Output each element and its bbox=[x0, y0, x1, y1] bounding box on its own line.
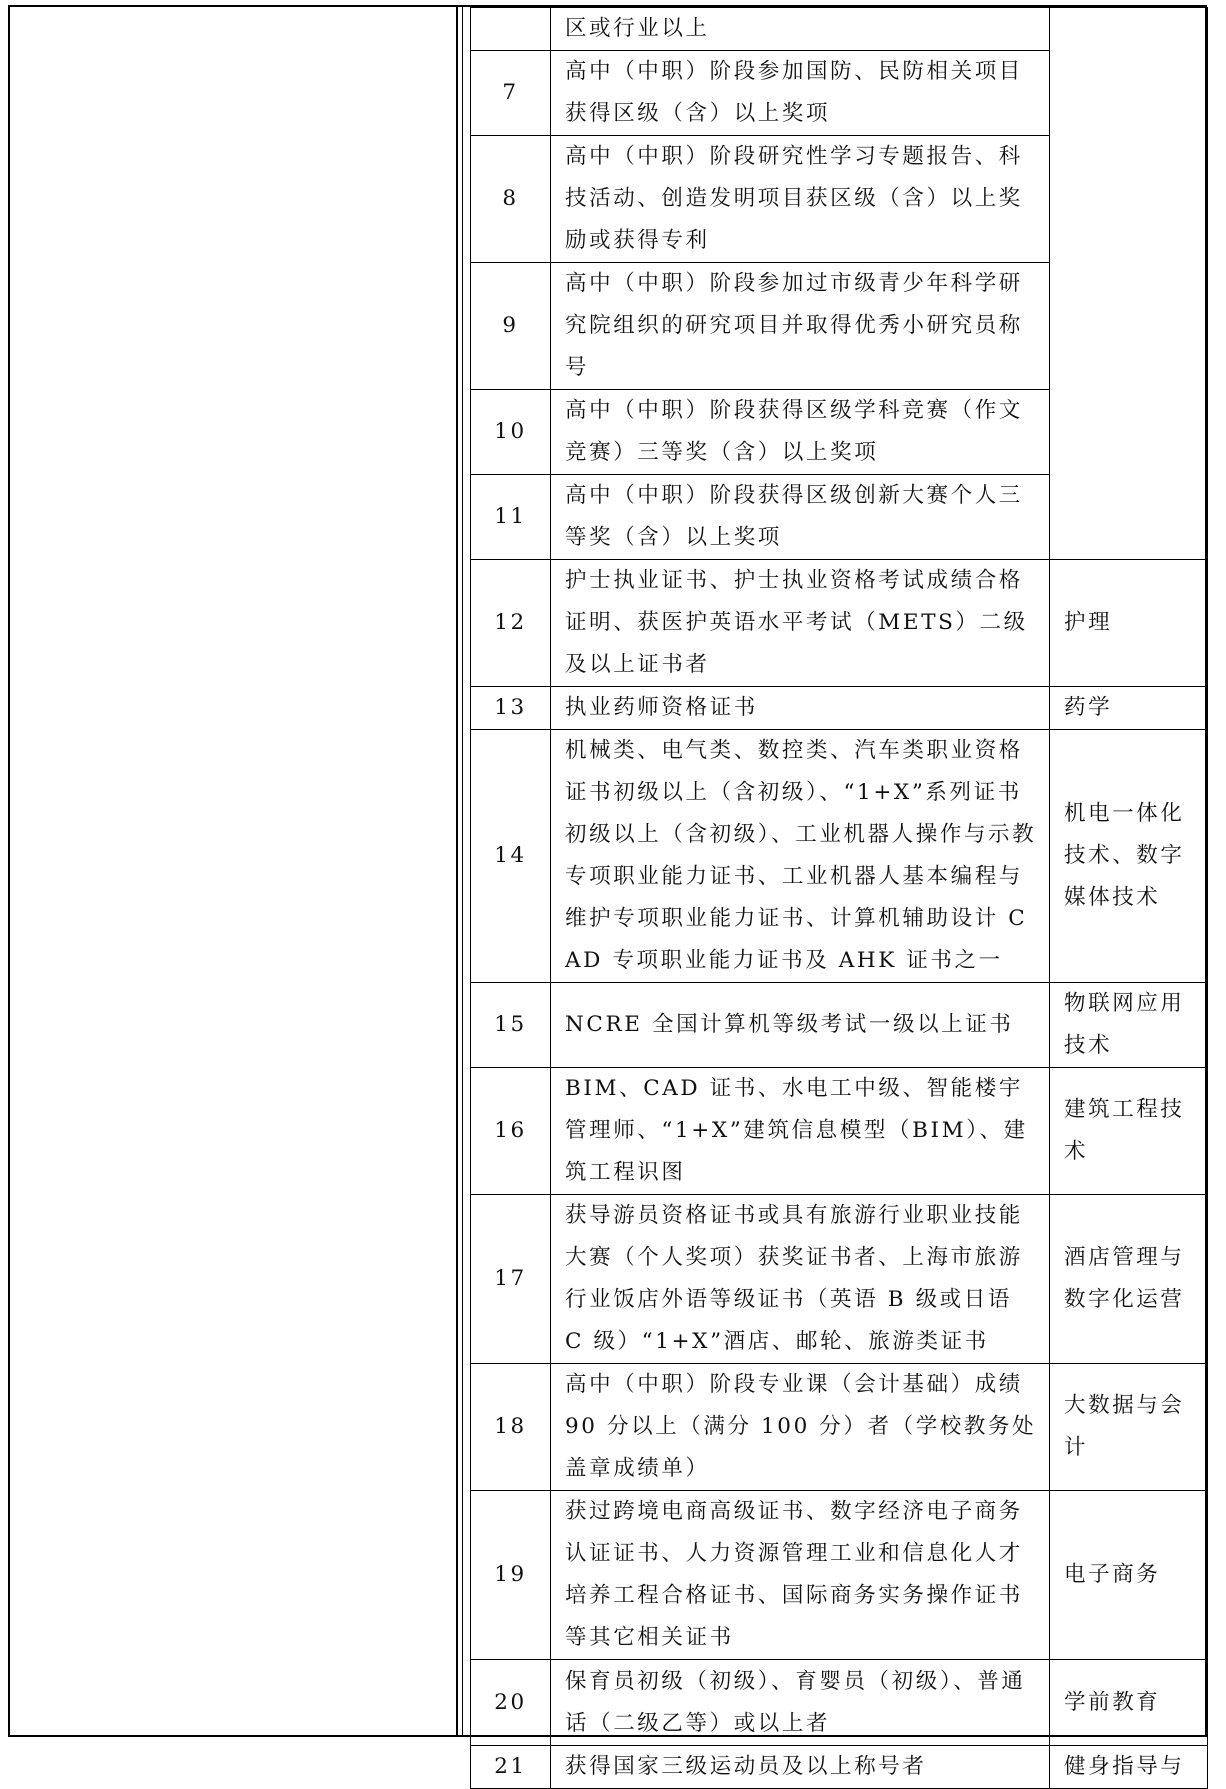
row-number: 10 bbox=[471, 390, 551, 475]
left-column-border-inner bbox=[462, 5, 463, 1737]
row-major: 护理 bbox=[1050, 560, 1208, 687]
table-row bbox=[471, 687, 1208, 730]
row-content: 获导游员资格证书或具有旅游行业职业技能大赛（个人奖项）获奖证书者、上海市旅游行业饭店外语等级证书（英语 B 级或日语 C 级）“1+X”酒店、邮轮、旅游类证书 bbox=[551, 1195, 1050, 1364]
row-major: 药学 bbox=[1050, 687, 1208, 730]
row-number: 12 bbox=[471, 560, 551, 687]
table-row bbox=[471, 1491, 1208, 1660]
row-number: 17 bbox=[471, 1195, 551, 1364]
row-content: 护士执业证书、护士执业资格考试成绩合格证明、获医护英语水平考试（METS）二级及以上证书者 bbox=[551, 560, 1050, 687]
row-content: 高中（中职）阶段参加过市级青少年科学研究院组织的研究项目并取得优秀小研究员称号 bbox=[551, 263, 1050, 390]
row-number: 8 bbox=[471, 136, 551, 263]
row-content: 高中（中职）阶段获得区级创新大赛个人三等奖（含）以上奖项 bbox=[551, 475, 1050, 560]
table-row bbox=[471, 1068, 1208, 1195]
row-number: 19 bbox=[471, 1491, 551, 1660]
row-content: 获得国家三级运动员及以上称号者 bbox=[551, 1746, 1050, 1789]
row-major bbox=[1050, 8, 1208, 560]
table-row bbox=[471, 1746, 1208, 1789]
row-number: 11 bbox=[471, 475, 551, 560]
row-number: 16 bbox=[471, 1068, 551, 1195]
row-content: 高中（中职）阶段参加国防、民防相关项目获得区级（含）以上奖项 bbox=[551, 51, 1050, 136]
row-content: 区或行业以上 bbox=[551, 8, 1050, 51]
row-number: 20 bbox=[471, 1660, 551, 1746]
table-row bbox=[471, 730, 1208, 983]
row-number: 14 bbox=[471, 730, 551, 983]
row-major: 机电一体化技术、数字媒体技术 bbox=[1050, 730, 1208, 983]
row-major: 电子商务 bbox=[1050, 1491, 1208, 1660]
row-content: 机械类、电气类、数控类、汽车类职业资格证书初级以上（含初级）、“1+X”系列证书初级以上（含初级）、工业机器人操作与示教专项职业能力证书、工业机器人基本编程与维护专项职业能力证书、计算机辅助设计 CAD 专项职业能力证书及 AHK 证书之一 bbox=[551, 730, 1050, 983]
row-content: 获过跨境电商高级证书、数字经济电子商务认证证书、人力资源管理工业和信息化人才培养工程合格证书、国际商务实务操作证书等其它相关证书 bbox=[551, 1491, 1050, 1660]
row-major: 建筑工程技术 bbox=[1050, 1068, 1208, 1195]
left-column-border bbox=[456, 5, 458, 1737]
table-row bbox=[471, 1660, 1208, 1746]
row-number: 9 bbox=[471, 263, 551, 390]
row-major: 大数据与会计 bbox=[1050, 1364, 1208, 1491]
table-row bbox=[471, 1195, 1208, 1364]
row-number: 13 bbox=[471, 687, 551, 730]
row-number: 21 bbox=[471, 1746, 551, 1789]
row-number: 18 bbox=[471, 1364, 551, 1491]
row-number: 15 bbox=[471, 983, 551, 1068]
row-content: 高中（中职）阶段获得区级学科竞赛（作文竞赛）三等奖（含）以上奖项 bbox=[551, 390, 1050, 475]
row-content: 执业药师资格证书 bbox=[551, 687, 1050, 730]
row-content: 高中（中职）阶段专业课（会计基础）成绩 90 分以上（满分 100 分）者（学校教务处盖章成绩单） bbox=[551, 1364, 1050, 1491]
row-major: 学前教育 bbox=[1050, 1660, 1208, 1746]
requirements-table bbox=[470, 7, 1208, 1789]
table-row bbox=[471, 560, 1208, 687]
row-number: 7 bbox=[471, 51, 551, 136]
row-content: 高中（中职）阶段研究性学习专题报告、科技活动、创造发明项目获区级（含）以上奖励或获得专利 bbox=[551, 136, 1050, 263]
table-row bbox=[471, 1364, 1208, 1491]
row-major: 物联网应用技术 bbox=[1050, 983, 1208, 1068]
table-row bbox=[471, 983, 1208, 1068]
row-number bbox=[471, 8, 551, 51]
row-content: 保育员初级（初级）、育婴员（初级）、普通话（二级乙等）或以上者 bbox=[551, 1660, 1050, 1746]
table-row bbox=[471, 8, 1208, 51]
row-major: 健身指导与 bbox=[1050, 1746, 1208, 1789]
row-major: 酒店管理与数字化运营 bbox=[1050, 1195, 1208, 1364]
row-content: NCRE 全国计算机等级考试一级以上证书 bbox=[551, 983, 1050, 1068]
row-content: BIM、CAD 证书、水电工中级、智能楼宇管理师、“1+X”建筑信息模型（BIM）、建筑工程识图 bbox=[551, 1068, 1050, 1195]
